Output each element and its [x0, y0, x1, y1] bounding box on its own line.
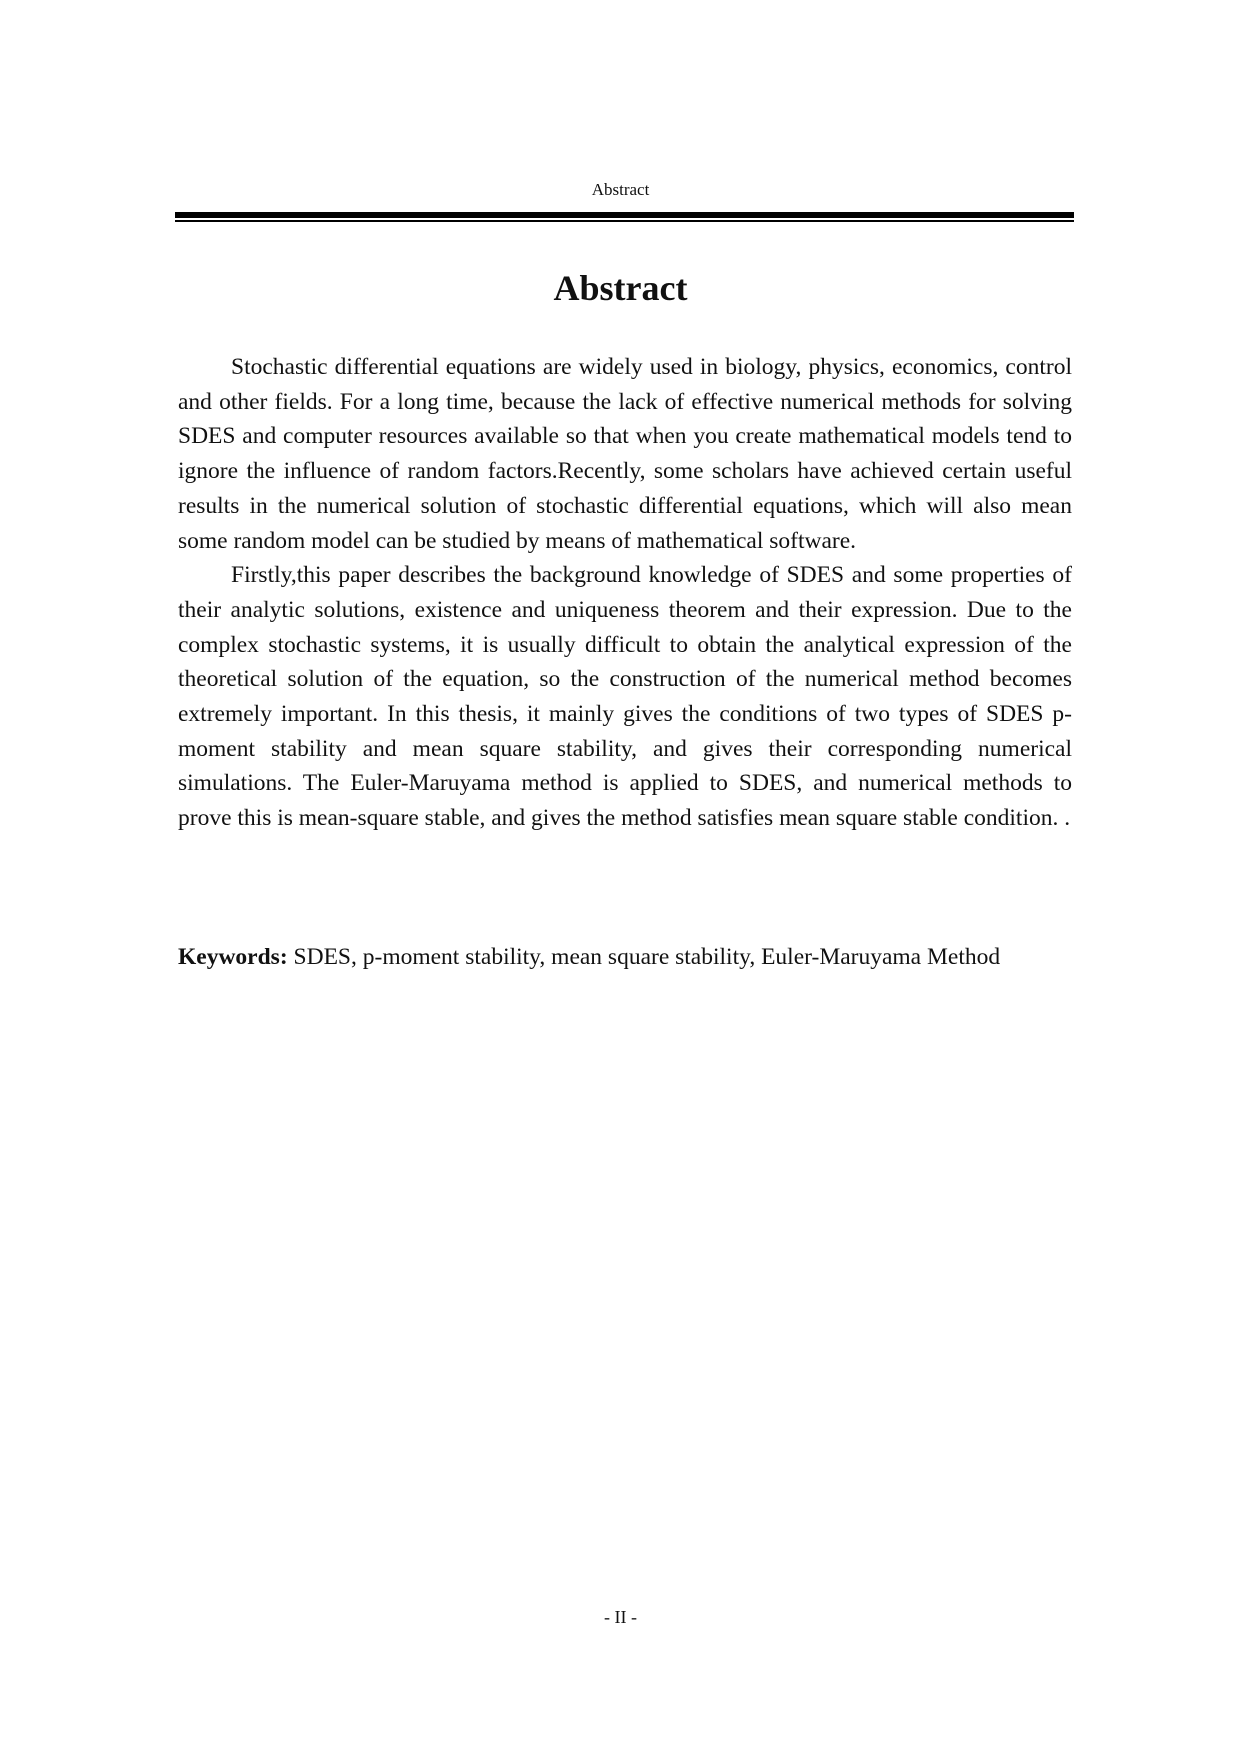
header-rule-thin — [175, 220, 1074, 222]
abstract-body — [178, 350, 1072, 836]
running-header: Abstract — [591, 180, 650, 199]
page-number: - II - — [604, 1607, 637, 1627]
abstract-paragraph-2: Firstly,this paper describes the background knowledge of SDES and some properties of their analytic solutions, existence and uniqueness theorem and their expression. Due to the complex stochastic systems, it is usually difficult to obtain the analytical expression of the theoretical solution of the equation, so the construction of the numerical method becomes extremely important. In this thesis, it mainly gives the conditions of two types of SDES p-moment stability and mean square stability, and gives their corresponding numerical simulations. The Euler-Maruyama method is applied to SDES, and numerical methods to prove this is mean-square stable, and gives the method satisfies mean square stable condition. . — [178, 562, 1072, 832]
keywords-line — [178, 940, 1072, 975]
header-rule-thick — [175, 212, 1074, 218]
page-title: Abstract — [553, 268, 688, 308]
keywords-label: Keywords: — [178, 944, 288, 970]
keywords-text: SDES, p-moment stability, mean square stability, Euler-Maruyama Method — [293, 944, 1001, 970]
abstract-paragraph-1: Stochastic differential equations are widely used in biology, physics, economics, control and other fields. For a long time, because the lack of effective numerical methods for solving SDES and computer resources available so that when you create mathematical models tend to ignore the influence of random factors.Recently, some scholars have achieved certain useful results in the numerical solution of stochastic differential equations, which will also mean some random model can be studied by means of mathematical software. — [178, 354, 1072, 554]
